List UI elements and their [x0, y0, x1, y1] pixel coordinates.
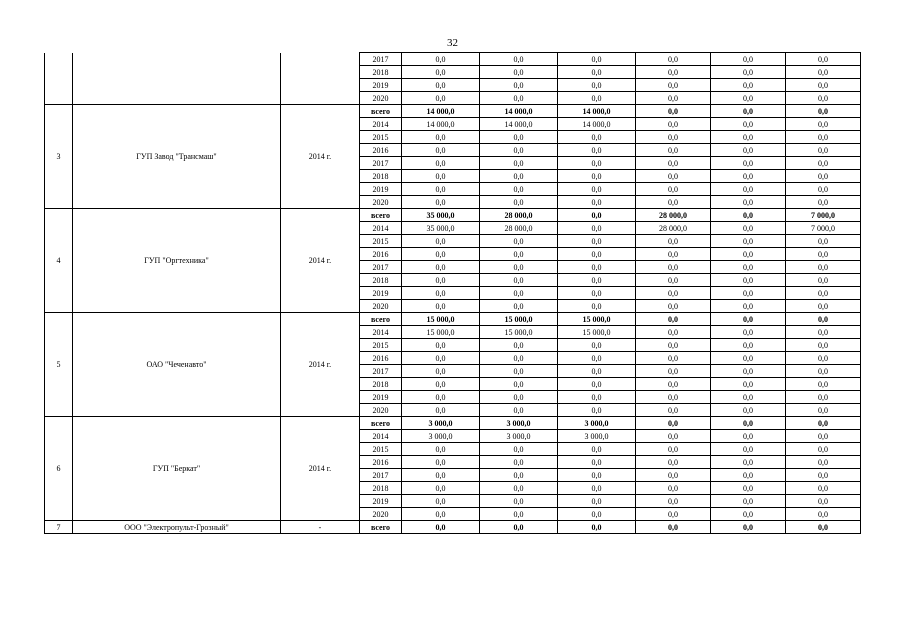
value-cell: 0,0 [786, 196, 861, 209]
year-cell: 2020 [360, 300, 402, 313]
value-cell: 14 000,0 [402, 118, 480, 131]
value-cell: 0,0 [711, 339, 786, 352]
value-cell: 0,0 [711, 495, 786, 508]
value-cell: 0,0 [558, 404, 636, 417]
value-cell: 0,0 [636, 131, 711, 144]
enterprise-name-cell [73, 53, 281, 105]
row-number-cell: 6 [45, 417, 73, 521]
value-cell: 0,0 [402, 469, 480, 482]
value-cell: 0,0 [558, 521, 636, 534]
value-cell: 0,0 [786, 339, 861, 352]
value-cell: 0,0 [480, 469, 558, 482]
value-cell: 0,0 [711, 274, 786, 287]
year-cell: 2017 [360, 469, 402, 482]
value-cell: 0,0 [558, 235, 636, 248]
value-cell: 0,0 [636, 170, 711, 183]
value-cell: 15 000,0 [480, 313, 558, 326]
value-cell: 0,0 [636, 313, 711, 326]
value-cell: 3 000,0 [558, 430, 636, 443]
value-cell: 0,0 [636, 235, 711, 248]
value-cell: 0,0 [480, 391, 558, 404]
value-cell: 0,0 [558, 157, 636, 170]
value-cell: 0,0 [786, 352, 861, 365]
value-cell: 0,0 [636, 300, 711, 313]
value-cell: 3 000,0 [480, 417, 558, 430]
value-cell: 0,0 [480, 339, 558, 352]
value-cell: 3 000,0 [480, 430, 558, 443]
table-row-total [45, 105, 861, 118]
value-cell: 0,0 [558, 274, 636, 287]
year-cell: 2014 [360, 430, 402, 443]
row-number-cell: 4 [45, 209, 73, 313]
value-cell: 0,0 [786, 508, 861, 521]
value-cell: 0,0 [786, 131, 861, 144]
value-cell: 0,0 [402, 79, 480, 92]
value-cell: 0,0 [786, 118, 861, 131]
value-cell: 0,0 [786, 92, 861, 105]
start-year-cell: 2014 г. [281, 313, 360, 417]
value-cell: 0,0 [558, 248, 636, 261]
year-cell: 2020 [360, 92, 402, 105]
value-cell: 0,0 [480, 482, 558, 495]
value-cell: 0,0 [786, 105, 861, 118]
year-cell: 2016 [360, 248, 402, 261]
value-cell: 28 000,0 [636, 222, 711, 235]
value-cell: 0,0 [786, 170, 861, 183]
value-cell: 0,0 [402, 53, 480, 66]
year-cell: 2017 [360, 365, 402, 378]
value-cell: 0,0 [636, 326, 711, 339]
value-cell: 0,0 [636, 495, 711, 508]
value-cell: 0,0 [480, 378, 558, 391]
value-cell: 0,0 [480, 456, 558, 469]
year-cell: всего [360, 417, 402, 430]
value-cell: 0,0 [636, 365, 711, 378]
year-cell: 2018 [360, 482, 402, 495]
value-cell: 0,0 [636, 183, 711, 196]
table-row-total [45, 521, 861, 534]
value-cell: 0,0 [636, 118, 711, 131]
value-cell: 0,0 [711, 365, 786, 378]
value-cell: 0,0 [711, 222, 786, 235]
value-cell: 0,0 [711, 170, 786, 183]
year-cell: 2019 [360, 79, 402, 92]
value-cell: 0,0 [402, 66, 480, 79]
value-cell: 0,0 [636, 196, 711, 209]
value-cell: 3 000,0 [402, 430, 480, 443]
value-cell: 0,0 [636, 53, 711, 66]
value-cell: 14 000,0 [480, 105, 558, 118]
value-cell: 0,0 [786, 287, 861, 300]
value-cell: 0,0 [636, 261, 711, 274]
value-cell: 0,0 [558, 495, 636, 508]
value-cell: 0,0 [402, 391, 480, 404]
value-cell: 0,0 [711, 287, 786, 300]
year-cell: 2014 [360, 118, 402, 131]
value-cell: 15 000,0 [402, 326, 480, 339]
value-cell: 0,0 [558, 196, 636, 209]
value-cell: 0,0 [558, 339, 636, 352]
value-cell: 0,0 [558, 300, 636, 313]
enterprise-name-cell: ООО "Электропульт-Грозный" [73, 521, 281, 534]
value-cell: 0,0 [711, 521, 786, 534]
value-cell: 0,0 [480, 131, 558, 144]
value-cell: 0,0 [786, 404, 861, 417]
year-cell: 2019 [360, 495, 402, 508]
value-cell: 0,0 [711, 482, 786, 495]
value-cell: 0,0 [636, 391, 711, 404]
value-cell: 0,0 [402, 352, 480, 365]
year-cell: 2019 [360, 287, 402, 300]
enterprise-name-cell: ОАО "Чеченавто" [73, 313, 281, 417]
enterprise-name-cell: ГУП "Беркат" [73, 417, 281, 521]
value-cell: 0,0 [558, 261, 636, 274]
table-row [45, 53, 861, 66]
value-cell: 0,0 [558, 456, 636, 469]
value-cell: 0,0 [636, 508, 711, 521]
value-cell: 0,0 [480, 274, 558, 287]
value-cell: 0,0 [558, 391, 636, 404]
value-cell: 0,0 [558, 508, 636, 521]
value-cell: 0,0 [786, 144, 861, 157]
table-row-total [45, 313, 861, 326]
value-cell: 0,0 [786, 261, 861, 274]
value-cell: 0,0 [558, 209, 636, 222]
year-cell: 2016 [360, 456, 402, 469]
value-cell: 0,0 [786, 66, 861, 79]
value-cell: 0,0 [711, 209, 786, 222]
value-cell: 0,0 [636, 66, 711, 79]
value-cell: 0,0 [711, 300, 786, 313]
value-cell: 0,0 [480, 53, 558, 66]
value-cell: 0,0 [711, 417, 786, 430]
page-number: 32 [447, 37, 458, 49]
value-cell: 0,0 [711, 352, 786, 365]
value-cell: 28 000,0 [480, 222, 558, 235]
year-cell: 2018 [360, 274, 402, 287]
value-cell: 0,0 [636, 274, 711, 287]
value-cell: 14 000,0 [558, 105, 636, 118]
year-cell: 2020 [360, 196, 402, 209]
value-cell: 15 000,0 [402, 313, 480, 326]
value-cell: 7 000,0 [786, 222, 861, 235]
year-cell: 2018 [360, 378, 402, 391]
value-cell: 0,0 [711, 235, 786, 248]
value-cell: 0,0 [711, 157, 786, 170]
value-cell: 0,0 [636, 248, 711, 261]
enterprise-name-cell: ГУП "Оргтехника" [73, 209, 281, 313]
value-cell: 0,0 [711, 508, 786, 521]
value-cell: 0,0 [402, 365, 480, 378]
value-cell: 0,0 [786, 482, 861, 495]
start-year-cell: 2014 г. [281, 417, 360, 521]
value-cell: 15 000,0 [558, 313, 636, 326]
value-cell: 0,0 [480, 300, 558, 313]
value-cell: 0,0 [558, 79, 636, 92]
value-cell: 0,0 [480, 287, 558, 300]
value-cell: 0,0 [636, 404, 711, 417]
year-cell: 2019 [360, 183, 402, 196]
value-cell: 0,0 [402, 287, 480, 300]
value-cell: 15 000,0 [558, 326, 636, 339]
value-cell: 0,0 [786, 300, 861, 313]
value-cell: 0,0 [711, 469, 786, 482]
year-cell: 2017 [360, 53, 402, 66]
year-cell: всего [360, 209, 402, 222]
value-cell: 0,0 [786, 183, 861, 196]
funding-table [44, 52, 861, 534]
value-cell: 0,0 [480, 170, 558, 183]
year-cell: 2020 [360, 404, 402, 417]
value-cell: 0,0 [786, 430, 861, 443]
value-cell: 0,0 [402, 196, 480, 209]
value-cell: 0,0 [636, 443, 711, 456]
value-cell: 0,0 [558, 287, 636, 300]
value-cell: 0,0 [480, 248, 558, 261]
year-cell: 2015 [360, 235, 402, 248]
value-cell: 0,0 [558, 378, 636, 391]
value-cell: 0,0 [711, 144, 786, 157]
value-cell: 0,0 [786, 365, 861, 378]
value-cell: 0,0 [636, 378, 711, 391]
value-cell: 0,0 [402, 274, 480, 287]
value-cell: 0,0 [402, 508, 480, 521]
year-cell: 2018 [360, 66, 402, 79]
row-number-cell: 5 [45, 313, 73, 417]
year-cell: 2017 [360, 157, 402, 170]
row-number-cell: 7 [45, 521, 73, 534]
start-year-cell: 2014 г. [281, 209, 360, 313]
value-cell: 0,0 [711, 261, 786, 274]
value-cell: 0,0 [402, 170, 480, 183]
value-cell: 35 000,0 [402, 209, 480, 222]
value-cell: 0,0 [636, 430, 711, 443]
value-cell: 0,0 [711, 92, 786, 105]
value-cell: 0,0 [480, 352, 558, 365]
value-cell: 0,0 [402, 248, 480, 261]
value-cell: 0,0 [558, 443, 636, 456]
value-cell: 0,0 [558, 183, 636, 196]
value-cell: 0,0 [480, 365, 558, 378]
value-cell: 0,0 [402, 339, 480, 352]
value-cell: 0,0 [786, 521, 861, 534]
value-cell: 0,0 [480, 261, 558, 274]
value-cell: 0,0 [558, 92, 636, 105]
value-cell: 0,0 [711, 313, 786, 326]
value-cell: 3 000,0 [402, 417, 480, 430]
value-cell: 0,0 [480, 508, 558, 521]
row-number-cell: 3 [45, 105, 73, 209]
value-cell: 0,0 [402, 235, 480, 248]
value-cell: 0,0 [711, 118, 786, 131]
value-cell: 0,0 [480, 66, 558, 79]
enterprise-name-cell: ГУП Завод "Трансмаш" [73, 105, 281, 209]
value-cell: 0,0 [558, 131, 636, 144]
value-cell: 0,0 [558, 222, 636, 235]
value-cell: 0,0 [480, 196, 558, 209]
value-cell: 0,0 [636, 105, 711, 118]
year-cell: всего [360, 313, 402, 326]
row-number-cell [45, 53, 73, 105]
value-cell: 0,0 [402, 300, 480, 313]
year-cell: 2020 [360, 508, 402, 521]
value-cell: 28 000,0 [636, 209, 711, 222]
year-cell: всего [360, 105, 402, 118]
value-cell: 0,0 [636, 144, 711, 157]
table-row-total [45, 209, 861, 222]
value-cell: 0,0 [558, 53, 636, 66]
value-cell: 0,0 [558, 66, 636, 79]
value-cell: 0,0 [636, 339, 711, 352]
value-cell: 0,0 [636, 521, 711, 534]
value-cell: 0,0 [711, 131, 786, 144]
value-cell: 0,0 [558, 469, 636, 482]
value-cell: 0,0 [480, 79, 558, 92]
value-cell: 0,0 [402, 131, 480, 144]
value-cell: 0,0 [636, 157, 711, 170]
start-year-cell: - [281, 521, 360, 534]
value-cell: 0,0 [711, 248, 786, 261]
value-cell: 0,0 [558, 365, 636, 378]
value-cell: 0,0 [711, 456, 786, 469]
value-cell: 0,0 [711, 79, 786, 92]
value-cell: 0,0 [786, 157, 861, 170]
value-cell: 0,0 [786, 456, 861, 469]
value-cell: 0,0 [786, 391, 861, 404]
value-cell: 0,0 [636, 287, 711, 300]
year-cell: 2015 [360, 131, 402, 144]
year-cell: 2015 [360, 443, 402, 456]
value-cell: 14 000,0 [480, 118, 558, 131]
value-cell: 0,0 [402, 92, 480, 105]
value-cell: 0,0 [711, 66, 786, 79]
value-cell: 0,0 [402, 456, 480, 469]
value-cell: 0,0 [711, 183, 786, 196]
value-cell: 0,0 [480, 404, 558, 417]
value-cell: 0,0 [480, 92, 558, 105]
value-cell: 0,0 [636, 352, 711, 365]
value-cell: 0,0 [711, 105, 786, 118]
value-cell: 0,0 [711, 326, 786, 339]
value-cell: 0,0 [558, 144, 636, 157]
value-cell: 0,0 [636, 456, 711, 469]
value-cell: 0,0 [711, 196, 786, 209]
value-cell: 0,0 [402, 443, 480, 456]
value-cell: 0,0 [480, 183, 558, 196]
year-cell: 2017 [360, 261, 402, 274]
value-cell: 35 000,0 [402, 222, 480, 235]
value-cell: 0,0 [402, 404, 480, 417]
value-cell: 0,0 [786, 53, 861, 66]
value-cell: 0,0 [480, 144, 558, 157]
value-cell: 0,0 [711, 430, 786, 443]
value-cell: 0,0 [786, 443, 861, 456]
start-year-cell: 2014 г. [281, 105, 360, 209]
value-cell: 0,0 [786, 417, 861, 430]
value-cell: 0,0 [636, 469, 711, 482]
value-cell: 0,0 [711, 443, 786, 456]
value-cell: 0,0 [786, 495, 861, 508]
value-cell: 0,0 [480, 521, 558, 534]
value-cell: 0,0 [402, 378, 480, 391]
value-cell: 0,0 [786, 248, 861, 261]
value-cell: 0,0 [711, 404, 786, 417]
value-cell: 7 000,0 [786, 209, 861, 222]
start-year-cell [281, 53, 360, 105]
year-cell: всего [360, 521, 402, 534]
value-cell: 0,0 [402, 261, 480, 274]
value-cell: 14 000,0 [402, 105, 480, 118]
value-cell: 0,0 [402, 183, 480, 196]
value-cell: 14 000,0 [558, 118, 636, 131]
value-cell: 3 000,0 [558, 417, 636, 430]
value-cell: 28 000,0 [480, 209, 558, 222]
value-cell: 0,0 [402, 495, 480, 508]
value-cell: 0,0 [480, 495, 558, 508]
year-cell: 2014 [360, 222, 402, 235]
year-cell: 2019 [360, 391, 402, 404]
value-cell: 0,0 [786, 79, 861, 92]
value-cell: 0,0 [786, 235, 861, 248]
value-cell: 0,0 [711, 378, 786, 391]
value-cell: 0,0 [402, 482, 480, 495]
table-row-total [45, 417, 861, 430]
value-cell: 0,0 [786, 378, 861, 391]
value-cell: 0,0 [402, 157, 480, 170]
value-cell: 0,0 [711, 391, 786, 404]
value-cell: 0,0 [402, 521, 480, 534]
year-cell: 2015 [360, 339, 402, 352]
year-cell: 2016 [360, 352, 402, 365]
table-body [45, 53, 861, 534]
year-cell: 2018 [360, 170, 402, 183]
value-cell: 0,0 [558, 352, 636, 365]
value-cell: 0,0 [480, 443, 558, 456]
value-cell: 0,0 [786, 469, 861, 482]
value-cell: 0,0 [711, 53, 786, 66]
value-cell: 0,0 [786, 313, 861, 326]
value-cell: 0,0 [786, 274, 861, 287]
value-cell: 0,0 [402, 144, 480, 157]
value-cell: 0,0 [636, 482, 711, 495]
year-cell: 2014 [360, 326, 402, 339]
value-cell: 0,0 [786, 326, 861, 339]
value-cell: 0,0 [558, 482, 636, 495]
year-cell: 2016 [360, 144, 402, 157]
value-cell: 0,0 [636, 417, 711, 430]
value-cell: 0,0 [558, 170, 636, 183]
value-cell: 0,0 [480, 235, 558, 248]
value-cell: 0,0 [636, 92, 711, 105]
value-cell: 0,0 [480, 157, 558, 170]
value-cell: 15 000,0 [480, 326, 558, 339]
value-cell: 0,0 [636, 79, 711, 92]
